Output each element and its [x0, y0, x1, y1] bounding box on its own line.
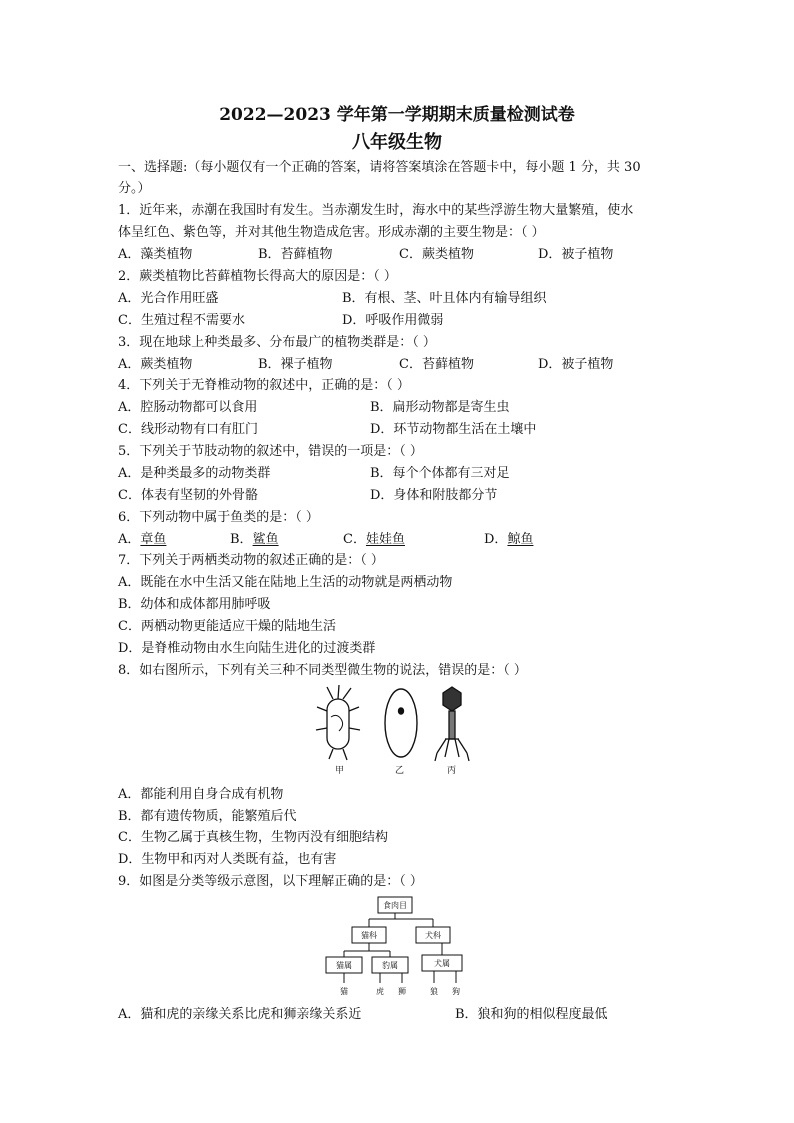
q5-stem: 5．下列关于节肢动物的叙述中，错误的一项是：（ ） — [118, 444, 423, 459]
q2-option-b: B．有根、茎、叶且体内有输导组织 — [342, 291, 547, 306]
q1-option-a: A．藻类植物 — [118, 247, 193, 262]
q2-option-d: D．呼吸作用微弱 — [342, 313, 444, 328]
q6-option-c: C．娃娃鱼 — [343, 532, 405, 547]
q7-option-d: D．是脊椎动物由水生向陆生进化的过渡类群 — [118, 641, 376, 656]
virus-illustration — [435, 687, 469, 761]
q4-option-d: D．环节动物都生活在土壤中 — [370, 422, 537, 437]
q2-option-a: A．光合作用旺盛 — [118, 291, 219, 306]
bacterium-illustration — [316, 685, 360, 760]
q6-option-d: D．鲸鱼 — [484, 532, 534, 547]
q5-option-b: B．每个个体都有三对足 — [370, 466, 510, 481]
q1-option-b: B．苔藓植物 — [258, 247, 333, 262]
tree-genus-canis: 犬属 — [434, 959, 450, 968]
q8-stem: 8．如右图所示，下列有关三种不同类型微生物的说法，错误的是：（ ） — [118, 663, 527, 678]
q6-option-b: B．鲨鱼 — [230, 532, 279, 547]
tree-species-dog: 狗 — [452, 987, 460, 996]
q5-option-a: A．是种类最多的动物类群 — [118, 466, 271, 481]
section-instruction-line1: 一、选择题:（每小题仅有一个正确的答案，请将答案填涂在答题卡中，每小题 1 分，共 30 — [118, 160, 641, 175]
q7-option-b: B．幼体和成体都用肺呼吸 — [118, 597, 271, 612]
tree-species-tiger: 虎 — [376, 987, 384, 996]
tree-species-wolf: 狼 — [430, 987, 438, 996]
q9-option-b: B．狼和狗的相似程度最低 — [455, 1007, 608, 1022]
tree-order: 食肉目 — [383, 901, 407, 910]
q3-option-d: D．被子植物 — [538, 357, 614, 372]
q4-option-b: B．扁形动物都是寄生虫 — [370, 400, 510, 415]
q1-stem-line1: 1．近年来，赤潮在我国时有发生。当赤潮发生时，海水中的某些浮游生物大量繁殖，使水 — [118, 203, 634, 218]
tree-genus-cat: 猫属 — [336, 961, 352, 970]
classification-tree — [322, 895, 472, 997]
q9-option-a: A．猫和虎的亲缘关系比虎和狮亲缘关系近 — [118, 1007, 362, 1022]
q1-stem-line2: 体呈红色、紫色等，并对其他生物造成危害。形成赤潮的主要生物是：（ ） — [118, 225, 545, 240]
tree-genus-panther: 豹属 — [382, 961, 398, 970]
exam-subtitle: 八年级生物 — [352, 132, 442, 153]
q7-stem: 7．下列关于两栖类动物的叙述正确的是：（ ） — [118, 553, 384, 568]
q5-option-c: C．体表有坚韧的外骨骼 — [118, 488, 258, 503]
q3-option-a: A．蕨类植物 — [118, 357, 193, 372]
q7-option-c: C．两栖动物更能适应干燥的陆地生活 — [118, 619, 336, 634]
tree-family-dog: 犬科 — [425, 931, 441, 940]
section-instruction-line2: 分。） — [118, 181, 151, 196]
q6-stem: 6．下列动物中属于鱼类的是：（ ） — [118, 510, 319, 525]
q4-option-c: C．线形动物有口有肛门 — [118, 422, 258, 437]
figure-label-yi: 乙 — [395, 766, 405, 775]
q7-option-a: A．既能在水中生活又能在陆地上生活的动物就是两栖动物 — [118, 575, 453, 590]
microbe-figure — [315, 683, 480, 775]
q3-option-c: C．苔藓植物 — [399, 357, 474, 372]
q9-stem: 9．如图是分类等级示意图，以下理解正确的是：（ ） — [118, 874, 423, 889]
q2-stem: 2．蕨类植物比苔藓植物长得高大的原因是：（ ） — [118, 269, 397, 284]
exam-title: 2022—2023 学年第一学期期末质量检测试卷 — [219, 105, 575, 125]
q8-option-d: D．生物甲和丙对人类既有益，也有害 — [118, 852, 337, 867]
q2-option-c: C．生殖过程不需要水 — [118, 313, 245, 328]
tree-species-cat: 猫 — [340, 987, 348, 996]
q4-stem: 4．下列关于无脊椎动物的叙述中，正确的是：（ ） — [118, 378, 410, 393]
q3-stem: 3．现在地球上种类最多、分布最广的植物类群是：（ ） — [118, 335, 436, 350]
q4-option-a: A．腔肠动物都可以食用 — [118, 400, 258, 415]
q6-option-a: A．章鱼 — [118, 532, 167, 547]
q1-option-c: C．蕨类植物 — [399, 247, 474, 262]
figure-label-bing: 丙 — [447, 766, 457, 775]
tree-species-lion: 狮 — [398, 987, 406, 996]
q8-option-c: C．生物乙属于真核生物，生物丙没有细胞结构 — [118, 830, 388, 845]
q8-option-a: A．都能利用自身合成有机物 — [118, 787, 284, 802]
q5-option-d: D．身体和附肢都分节 — [370, 488, 498, 503]
tree-family-cat: 猫科 — [361, 931, 377, 940]
figure-label-jia: 甲 — [335, 766, 345, 775]
q1-option-d: D．被子植物 — [538, 247, 614, 262]
yeast-cell-illustration — [385, 689, 417, 757]
q3-option-b: B．裸子植物 — [258, 357, 333, 372]
q8-option-b: B．都有遗传物质，能繁殖后代 — [118, 809, 297, 824]
